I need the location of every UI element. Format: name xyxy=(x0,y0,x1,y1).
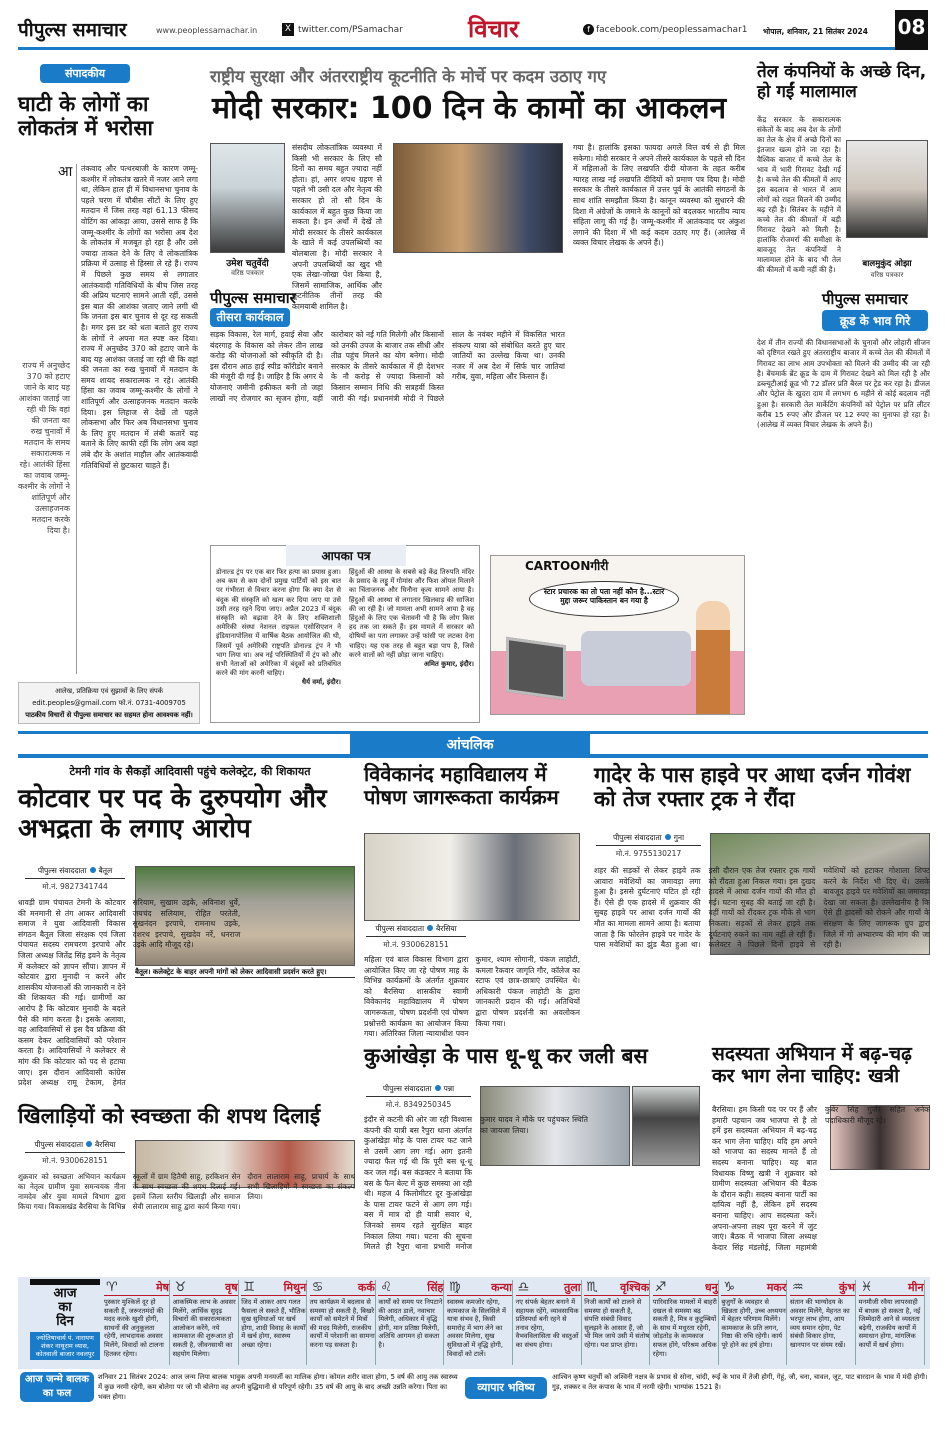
place-label: बैतूल xyxy=(98,866,113,875)
dateline: भोपाल, शनिवार, 21 सितंबर 2024 xyxy=(763,27,868,36)
zodiac-prediction: कार्यों को समय पर निपटाने की आदत डालें, नवाचार मिलेगी, अधिकार में वृद्धि होगी, मान प्रतिष्ठा मिलेगी, अतिथि आगमन हो सकता है। xyxy=(378,1298,443,1349)
zodiac-name: मकर xyxy=(721,1280,786,1296)
zodiac-icon: ♋ xyxy=(311,1280,324,1295)
a3-byline xyxy=(366,924,466,950)
zodiac-sign-3 xyxy=(241,1280,307,1365)
zodiac-sign-11 xyxy=(790,1280,856,1365)
zodiac-sign-1 xyxy=(104,1280,170,1365)
a2-byline xyxy=(25,1140,125,1166)
website-link[interactable]: www.peoplessamachar.in xyxy=(156,26,258,35)
astrologer-name: ज्योतिषाचार्य पं. नारायण शंकर नाथूराम व्यास, कोतवाली बाजार नवलपुर xyxy=(30,1332,100,1360)
a3-headline: विवेकानंद महाविद्यालय में पोषण जागरूकता कार्यक्रम xyxy=(364,762,559,809)
zodiac-prediction: स्वास्थ्य कमजोर रहेगा, कामकाज के सिलसिले में यात्रा संभव है, किसी समारोह में भाग लेने का अवसर मिलेगा, सुख सुविधाओं में वृद्धि होगी, विवादों को टालें। xyxy=(447,1298,506,1358)
zodiac-sign-10 xyxy=(721,1280,787,1365)
zodiac-prediction: नए संपर्क बेहतर बनाने में सहायक रहेंगे, व्यावसायिक प्रतिस्पर्धा बनी रहने से तनाव रहेगा, वैभवविलासिता की वस्तुओं का संचय होगा। xyxy=(515,1298,579,1349)
oil-brand-logo: पीपुल्स समाचार xyxy=(822,290,908,308)
zodiac-icon: ♎ xyxy=(517,1280,530,1295)
zodiac-prediction: संतान की भाग्योदय के अवसर मिलेंगे, मेहनत का भरपूर लाभ होगा, आय व्यय समान रहेगा, पेट संबंधी विकार होगा, खानपान पर संयम रखें। xyxy=(790,1298,850,1349)
place-label: गुना xyxy=(673,833,685,842)
bullet-icon xyxy=(427,925,433,931)
aaj-ka-din-bar xyxy=(30,1279,100,1285)
bullet-icon xyxy=(90,867,96,873)
oil-author-name: बालमुकुंद ओझा xyxy=(862,259,912,269)
zodiac-prediction: मनमौजी रवैया लापरवाही में बाधक हो सकता है, नई जिम्मेदारी आने से व्यस्तता बढ़ेगी, राजकीय कार्यों में समाधान होगा, मांगलिक कार्यों में खर्च होगा। xyxy=(858,1298,921,1349)
bullet-icon xyxy=(665,834,671,840)
zodiac-icon: ♊ xyxy=(243,1280,255,1295)
zodiac-name: मेष xyxy=(104,1280,169,1296)
swearing-in-photo xyxy=(393,143,563,253)
zodiac-name: कुंभ xyxy=(790,1280,855,1296)
lead-column-3: गया है। हालांकि इसका फायदा अगले वित्त वर्ष से ही मिल सकेगा। मोदी सरकार ने अपने तीसरे कार्यकाल के पहले सौ दिन में महिलाओं के लिए लखपति दीदी योजना के तहत करीब ग्यारह लाख नई लखपति दीदियों को प्रमाण पत्र दिया है। मोदी सरकार के तीसरे कार्यकाल में उत्तर पूर्व के आतंकी संगठनों के साथ शांति समझौता किया है। कानून व्यवस्था को सुधारने की दिशा में अंग्रेजों के जमाने के कानूनों को बदलकर भारतीय न्याय संहिता लागू की गई है। जम्मू-कश्मीर में आतंकवाद पर अंकुश लगाने की दिशा में भी कई कदम उठाए गए हैं। (आलेख में व्यक्त विचार लेखक के अपने हैं।) xyxy=(573,143,745,248)
cartoon-box xyxy=(490,555,745,715)
a1-headline: कोटवार पर पद के दुरुपयोग और अभद्रता के लगाए आरोप xyxy=(18,784,327,844)
editorial-badge: संपादकीय xyxy=(40,64,130,83)
oil-headline: तेल कंपनियों के अच्छे दिन, हो गईं मालामाल xyxy=(757,62,927,102)
cartoon-tv xyxy=(506,637,566,700)
zodiac-name: वृश्चिक xyxy=(584,1280,649,1296)
zodiac-name: मिथुन xyxy=(241,1280,306,1296)
x-twitter-icon: X xyxy=(282,23,294,36)
zodiac-sign-9 xyxy=(653,1280,719,1365)
masthead xyxy=(18,14,928,50)
contact-box xyxy=(18,682,200,724)
a4-byline xyxy=(596,833,701,859)
a1-caption: बैतूल। कलेक्ट्रेट के बाहर अपनी मांगों को लेकर आदिवासी प्रदर्शन करते हुए। xyxy=(135,968,355,978)
letters-box xyxy=(210,545,480,723)
zodiac-prediction: तय कार्यक्रम में बदलाव से समस्या हो सकती है, बिखरे कार्यों को समेटने में मित्रों की मदद मिलेगी, राजकीय कार्यों में परेशानी का सामना करना पड़ सकता है। xyxy=(309,1298,375,1349)
a2-mobile: मो.नं. 9300628151 xyxy=(42,1156,108,1165)
zodiac-sign-8 xyxy=(584,1280,650,1365)
facebook-link[interactable]: facebook.com/peoplessamachar1 xyxy=(596,25,748,35)
newspaper-logo: पीपुल्स समाचार xyxy=(18,19,127,41)
birth-text: शनिवार 21 सितंबर 2024: आज जन्म लिया बालक भावुक अपनी मनमर्जी का मालिक होगा। कोमल शरीर वाला होगा, 5 वर्ष की आयु तक स्वास्थ्य में कुछ नरमी रहेगी, कम बोलेगा पर जो भी बोलेगा वह अपनी बुद्धिमानी से परिपूर्ण रहेगी। 35 वर्ष की आयु के बाद अच्छी उन्नति करेगा। पिता का भक्त होगा। xyxy=(98,1373,458,1401)
a1-body: धावड़ी ग्राम पंचायत टेमनी के कोटवार की मनमानी से तंग आकर आदिवासी समाज ने युवा आदिवासी विकास संगठन बैतूल जिला संरक्षक एवं जिला पंचायत सदस्य रामचरण इरपाचे और जिला अध्यक्ष जितेंद्र सिंह इवने के नेतृत्व में कलेक्टर को ज्ञापन सौंपा। ज्ञापन में कोटवार द्वारा मुनादी न करने और शासकीय योजनाओं की जानकारी न देने की शिकायत की गई। ग्रामीणों का आरोप है कि कोटवार मुनादी के बदले पैसे की मांग करता है। इसके अलावा, वह आदिवासियों से इस दैव प्रक्रिया की कसम देकर आदिवासियों को परेशान करता है। आदिवासियों ने कलेक्टर से मांग की कि कोटवार को पद से हटाया जाए। इस दौरान आदिवासी कांग्रेस प्रदेश अध्यक्ष रामू टेकाम, हेमंत सरियाम, सुखाम उइके, अविनाश धुर्वे, जयचंद सलियाम, रोहित परतेती, सुखनंदन इरपाचे, रामनाथ उइके, दशरथ इरपाचे, सुखदेव नर्रे, धनराज उइके आदि मौजूद रहे। xyxy=(18,898,241,1088)
a1-reporter xyxy=(25,866,125,879)
letter-1-signature: धैर्य वर्मा, इंदौर। xyxy=(301,678,341,687)
zodiac-sign-2 xyxy=(173,1280,239,1365)
a3-body: महिला एवं बाल विकास विभाग द्वारा आयोजित किए जा रहे पोषण माह के विभिन्न कार्यक्रमों के अंतर्गत शुक्रवार को बैरसिया शासकीय स्वामी विवेकानंद महाविद्यालय में पोषण जागरूकता, पोषण प्रदर्शनी एवं पोषण प्रश्नोत्तरी कार्यक्रम का आयोजन किया गया। अतिरिक्त जिला न्यायाधीश पवन कुमार, श्याम सोगानी, पंकज लाहोटी, कमला रैकवार जागृति गौर, कॉलेज का स्टाफ एवं छात्र-छात्राएं उपस्थित थे। अधिकारी पंकज लाहोटी के द्वारा जानकारी प्रदान की गई। अतिथियों द्वारा पोषण प्रदर्शनी का अवलोकन किया गया। xyxy=(364,955,580,1039)
zodiac-name: तुला xyxy=(516,1280,581,1296)
zodiac-prediction: बुजुर्गों के व्यवहार से खिन्नता होगी, उच्च अध्ययन में बेहतर परिणाम मिलेंगे। कामकाज के प्रति लगन, निष्ठा की रुचि रहेगी। कार्य पूरे होने का हर्ष होगा। xyxy=(721,1298,786,1349)
facebook-icon: f xyxy=(583,24,594,35)
cartoon-character xyxy=(696,601,730,715)
letter-2-text: हिंदुओं की आस्था के सबसे बड़े केंद्र तिरुपति मंदिर के प्रसाद के लड्डू में गोमांस और फिश ऑयल मिलाने का चिंताजनक और घिनौना कृत्य सामने आया है। हिंदुओं की आस्था से लगातार खिलवाड़ की साजिश की जा रही है। जो मामला अभी सामने आया है वह हिंदुओं के लिए एक चेतावनी भी है कि लोग किस हद तक जा सकते हैं। इस मामले में सरकार को दोषियों का पता लगाकर उन्हें फांसी पर लटका देना चाहिए। यह एक तरह से बहुत बड़ा पाप है, जिसे करने वालों को नहीं छोड़ा जाना चाहिए। xyxy=(349,568,474,659)
zodiac-icon: ♌ xyxy=(380,1280,393,1295)
zodiac-sign-12 xyxy=(859,1280,925,1365)
contact-email[interactable]: edit.peoples@gmail.com फो.नं. 0731-4009705 xyxy=(32,699,186,707)
zodiac-icon: ♑ xyxy=(723,1280,736,1295)
contact-title: आलेख, प्रतिक्रिया एवं सुझावों के लिए संपर्क xyxy=(54,687,164,695)
zodiac-icon: ♐ xyxy=(654,1280,667,1295)
zodiac-name: कन्या xyxy=(447,1280,512,1296)
business-label: व्यापार भविष्य xyxy=(465,1377,547,1399)
lead-column-2: सड़क विकास, रेल मार्ग, हवाई सेवा और बंदरगाह के विकास को लेकर तीन लाख करोड़ की योजनाओं को स्वीकृति दी है। इस दौरान आठ हाई स्पीड कॉरीडोर बनाने की मंजूरी दी गई है। जाहिर है कि अगर ये योजनाएं जमीनी हकीकत बनी तो जहां लाखों नए रोजगार का सृजन होगा, वहीं कारोबार को नई गति मिलेगी और किसानों को उनकी उपज के बाजार तक सीधी और तीव्र पहुंच मिलने का योग बनेगा। मोदी सरकार के तीसरे कार्यकाल में ही देशभर के नौ करोड़ से ज्यादा किसानों को किसान सम्मान निधि की सत्रहवीं किस्त जारी की गई। प्रधानमंत्री मोदी ने पिछले साल के नवंबर महीने में विकसित भारत संकल्प यात्रा को संबोधित करते हुए चार जातियों का उल्लेख किया था। उनकी नजर में अब देश में सिर्फ चार जातियां गरीब, युवा, महिला और किसान हैं। xyxy=(210,330,565,403)
twitter-link[interactable]: twitter.com/PSamachar xyxy=(298,25,403,35)
a1-kicker: टेमनी गांव के सैकड़ों आदिवासी पहुंचे कलेक्ट्रेट, की शिकायत xyxy=(69,765,311,778)
place-label: पन्ना xyxy=(443,1084,455,1093)
a4-headline: गादेर के पास हाइवे पर आधा दर्जन गोवंश को तेज रफ्तार ट्रक ने रौंदा xyxy=(594,763,911,812)
title-line: दिन xyxy=(56,1314,74,1329)
editorial-pullquote: राज्य में अनुच्छेद 370 को हटाए जाने के बाद यह आशंका जताई जा रही थी कि वहां की जनता का रुख चुनावों में मतदान के समय सकारात्मक न रहे। आतंकी हिंसा का जवाब जम्मू-कश्मीर के लोगों ने शांतिपूर्ण और उत्साहजनक मतदान करके दिया है। xyxy=(18,361,70,535)
bullet-icon xyxy=(435,1085,441,1091)
title-line: का xyxy=(58,1300,72,1315)
zodiac-name: सिंह xyxy=(378,1280,443,1296)
a4-body: शहर की सड़कों से लेकर हाइवे तक आवारा मवेशियों का जमावड़ा लगा हुआ है। इससे दुर्घटनाएं घटित हो रही हैं। ऐसे ही एक हादसे में शुक्रवार की सुबह हाइवे पर आधा दर्जन गायों की मौत का मामला सामने आया है। बताया जाता है कि फोरलेन हाइवे पर गादेर के पास मवेशियों का झुंड बैठा हुआ था। इसी दौरान एक तेज रफ्तार ट्रक गायों को रौंदता हुआ निकल गया। इस दुखद हादसे में आधा दर्जन गायों की मौत हो गई। घटना सुबह की बताई जा रही है। वहीं गायों को रौंदकर ट्रक मौके से भाग निकला। सड़कों से लेकर हाइवे तक दुर्घटनाएं रुकने का नाम नहीं ले रही हैं। कलेक्टर ने पिछले दिनों हाइवे से मवेशियों को हटाकर गोशाला शिफ्ट करने के निर्देश भी दिए थे। उसके बावजूद हाइवे पर मवेशियों का जमावड़ा देखा जा सकता है। उल्लेखनीय है कि ऐसे ही हादसों को रोकने और गायों के संरक्षण के लिए जागरूक ग्रुप द्वारा जिले में गो अभ्यारण्य की मांग की जा रही है। xyxy=(594,866,930,950)
reporter-label: पीपुल्स संवाददाता xyxy=(382,1084,432,1093)
a5-headline: कुआंखेड़ा के पास धू-धू कर जली बस xyxy=(364,1044,648,1068)
zodiac-icon: ♍ xyxy=(449,1280,461,1295)
zodiac-sign-4 xyxy=(310,1280,376,1365)
zodiac-name: मीन xyxy=(859,1280,924,1296)
cartoon-sofa xyxy=(581,631,691,686)
disclaimer: पाठकीय विचारों से पीपुल्स समाचार का सहमत होना आवश्यक नहीं। xyxy=(25,711,193,719)
oil-author-designation: वरिष्ठ पत्रकार xyxy=(870,271,904,279)
letter-2-signature: अमित कुमार, इंदौर। xyxy=(423,660,474,669)
zodiac-icon: ♒ xyxy=(792,1280,804,1295)
cartoon-title: CARTOONगीरी xyxy=(521,557,612,574)
regional-section-title: आंचलिक xyxy=(350,734,590,756)
lead-author-name: उमेश चतुर्वेदी xyxy=(226,259,269,269)
a1-mobile: मो.नं. 9827341744 xyxy=(42,882,108,891)
letter-1 xyxy=(216,568,341,688)
zodiac-icon: ♉ xyxy=(174,1280,187,1295)
zodiac-sign-5 xyxy=(378,1280,444,1365)
bullet-icon xyxy=(86,1141,92,1147)
editorial-body: तंकवाद और पत्थरबाजी के कारण जम्मू-कश्मीर में लोकतंत्र खतरे में नजर आने लगा था, लेकिन हाल ही में विधानसभा चुनाव के पहले चरण में चौबीस सीटों के लिए हुए मतदान में जिस तरह वहां 61.13 फीसद वोटिंग का आंकड़ा आया, उससे साफ है कि जम्मू-कश्मीर के लोगों का भरोसा अब देश के लोकतंत्र में मजबूत हो रहा है और उसे ज्यादा ताकत देने के लिए वे लोकतांत्रिक प्रक्रिया में उत्साह से हिस्सा ले रहे हैं। राज्य में पिछले कुछ समय से लगातार आतंकवादी गतिविधियों के बीच जिस तरह की अप्रिय घटनाएं सामने आती रहीं, उससे इस बात की आशंका जताए जाने लगी थी कि जनता इस बार चुनाव से दूर रह सकती है। मगर इस डर को धता बताते हुए राज्य के लोगों ने अपना मत स्पष्ट कर दिया। राज्य में अनुच्छेद 370 को हटाए जाने के बाद यह आशंका जताई जा रही थी कि वहां की जनता का रुख चुनावों में मतदान के समय शायद सकारात्मक न रहे। आतंकी हिंसा का जवाब जम्मू-कश्मीर के लोगों ने शांतिपूर्ण और उत्साहजनक मतदान करके दिया। इस लिहाज से देखें तो पहले लोकसभा और फिर अब विधानसभा चुनाव के लिए हुए मतदान में लंबी कतारें यह बताने के लिए काफी रहीं कि लोग अब वहां लंबे दौर के अशांत माहौल और आतंकवादी गतिविधियों से छुटकारा चाहते हैं। xyxy=(76,164,198,674)
a2-body: शुक्रवार को स्वच्छता अभियान कार्यक्रम का नेतृत्व ग्रामीण युवा समन्वयक नीना नामदेव और युवा मामले विभाग द्वारा किया गया। विकासखंड बैरसिया के विभिन्न स्कूलों में ग्राम हितैषी साहू, हरकिशन सेन के साथ स्वच्छता की शपथ दिलाई गई। इसमें जिला स्तरीय खिलाड़ी और समाज सेवी लालाराम साहू द्वारा कार्य किया गया। दौरान लालाराम साहू, प्राचार्य के साथ सभी खिलाड़ियों ने स्वच्छता का संकल्प लिया। xyxy=(18,1172,355,1211)
page-number: 08 xyxy=(895,10,928,50)
place-label: बैरसिया xyxy=(95,1140,116,1149)
author-photo xyxy=(210,143,285,253)
section-title: विचार xyxy=(468,15,519,43)
cartoon-speech-bubble: स्टार प्रचारक का तो पता नहीं कौन है...स्टार मुद्दा जरूर पाकिस्तान बन गया है xyxy=(529,581,679,617)
aaj-ka-din-box xyxy=(30,1279,100,1367)
a3-reporter xyxy=(366,924,466,937)
zodiac-prediction: जिद में आकर आप गलत फैसला ले सकते हैं, भौतिक सुख सुविधाओं पर खर्च होगा, शादी विवाह के कार्यों में खर्च होगा, स्वास्थ्य अच्छा रहेगा। xyxy=(241,1298,306,1349)
a2-headline: खिलाड़ियों को स्वच्छता की शपथ दिलाई xyxy=(18,1104,321,1128)
a3-mobile: मो.नं. 9300628151 xyxy=(383,940,449,949)
zodiac-prediction: पुस्कार मुश्किलें दूर हो सकती हैं, जरूरतमंदों की मदद करके खुशी होगी, साथनों की अनुकूलता रहेगी, लाभदायक अवसर मिलेंगे, विवादों को टालना हितकर रहेगा। xyxy=(104,1298,164,1358)
a5-reporter xyxy=(366,1084,471,1097)
a6-body: बैरसिया। हम किसी पद पर पर हैं और हमारी पहचान जब भाजपा से है तो हमें इस सदस्यता अभियान में बढ़-चढ़ कर भाग लेना चाहिए। यदि हम अपने को भाजपा का सदस्य मानते हैं तो सदस्य बनाना चाहिए। यह बात विधायक विष्णु खत्री ने शुक्रवार को ग्रामीण सदस्यता अभियान की बैठक के दौरान कही। सदस्य बनाना पार्टी का दायित्व नहीं है, लेकिन हमें सदस्य बनाना चाहिए। आप सदस्यता करें। अपना-अपना लक्ष्य पूरा करने में जुट जाएं। बैठक में भाजपा जिला अध्यक्ष केदार सिंह मंडलोई, जिला महामंत्री कुबेर सिंह गुर्जर सहित अनेक पदाधिकारी मौजूद रहे। xyxy=(712,1105,930,1252)
zodiac-sign-7 xyxy=(516,1280,582,1365)
editorial-headline: घाटी के लोगों का लोकतंत्र में भरोसा xyxy=(18,92,153,141)
oil-brand-tag: क्रूड के भाव गिरे xyxy=(822,310,928,331)
a5-byline xyxy=(366,1084,471,1110)
oil-body-1: केंद्र सरकार के सकारात्मक संकेतों के बाद अब देश के लोगों का तेल के क्षेत्र में अच्छे दिनों का इंतजार खत्म होने जा रहा है। वैश्विक बाजार में कच्चे तेल के भाव में भारी गिरावट देखी गई है। कच्चे तेल की कीमतों में आए इस बदलाव से भारत में आम लोगों को राहत मिलने की उम्मीद बढ़ रही है। सितंबर के महीने में कच्चे तेल की कीमतों में बड़ी गिरावट देखने को मिली है। हालांकि रोजमर्रा की समीक्षा के बावजूद तेल कंपनियों ने मालामाल होने के बाद भी तेल की कीमतों में कमी नहीं की है। xyxy=(757,115,841,274)
zodiac-icon: ♈ xyxy=(106,1280,118,1295)
letters-title: आपका पत्र xyxy=(286,545,406,566)
zodiac-sign-6 xyxy=(447,1280,513,1365)
zodiac-icon: ♓ xyxy=(860,1280,873,1295)
a4-mobile: मो.नं. 9755130217 xyxy=(615,849,682,858)
a3-event-photo xyxy=(364,833,580,921)
lead-kicker: राष्ट्रीय सुरक्षा और अंतरराष्ट्रीय कूटनीति के मोर्चे पर कदम उठाए गए xyxy=(210,67,607,86)
lead-brand-tag: तीसरा कार्यकाल xyxy=(210,308,290,327)
lead-headline: मोदी सरकार: 100 दिन के कामों का आकलन xyxy=(212,91,727,126)
zodiac-name: धनु xyxy=(653,1280,718,1296)
zodiac-prediction: पारिवारिक मामलों में बाहरी दखल से समस्या बढ़ सकती है, मित्र व कुटुम्बियों के साथ में मधुरता रहेगी, जोड़तोड़ के कामकाज सफल होंगे, परिश्रम अधिक रहेगा। xyxy=(652,1298,717,1358)
a5-mobile: मो.नं. 8349250345 xyxy=(385,1100,452,1109)
a1-byline xyxy=(25,866,125,892)
lead-brand-logo: पीपुल्स समाचार xyxy=(210,289,296,307)
place-label: बैरसिया xyxy=(436,924,457,933)
reporter-label: पीपुल्स संवाददाता xyxy=(375,924,425,933)
a4-reporter xyxy=(596,833,701,846)
reporter-label: पीपुल्स संवाददाता xyxy=(37,866,87,875)
zodiac-prediction: आकस्मिक लाभ के अवसर मिलेंगे, आर्थिक सुदृढ़ विचारों की सकारात्मकता आलोकन करेंगे, नये कामकाज की शुरूआत हो सकती है, जीवनसाथी का सहयोग मिलेगा। xyxy=(172,1298,236,1358)
zodiac-icon: ♏ xyxy=(586,1280,598,1295)
zodiac-name: वृष xyxy=(173,1280,238,1296)
zodiac-prediction: निजी कार्यों को टालने से समस्या हो सकती है, संपत्ति संबंधी विवाद सुलझने के आसार हैं, जो भी मिल जाये उसी में संतोष रहेगा। यश प्राप्त होगा। xyxy=(584,1298,650,1349)
lead-column-1: संसदीय लोकतांत्रिक व्यवस्था में किसी भी सरकार के लिए सौ दिनों का समय बहुत ज्यादा नहीं होता। हां, अगर शपथ ग्रहण से पहले भी उसी दल और नेतृत्व की सरकार हो तो सौ दिन के कार्यकाल में बहुत कुछ किया जा सकता है। इन अर्थों में देखें तो मोदी सरकार के तीसरे कार्यकाल के खाते में कई उपलब्धियों का बोलबाला है। मोदी सरकार ने अपनी उपलब्धियों का खुद भी एक लेखा-जोखा पेश किया है, जिसमें सामाजिक, आर्थिक और कूटनीतिक तीनों तरह की कामयाबी शामिल है। xyxy=(292,143,382,311)
editorial-dropcap: आ xyxy=(58,164,73,180)
zodiac-name: कर्क xyxy=(310,1280,375,1296)
birth-label: आज जन्मे बालक का फल xyxy=(20,1372,94,1402)
lead-author-designation: वरिष्ठ पत्रकार xyxy=(231,269,264,277)
reporter-label: पीपुल्स संवाददाता xyxy=(612,833,662,842)
business-text: आश्विन कृष्ण चतुर्थी को अश्विनी नक्षत्र के प्रभाव से सोना, चांदी, रूई के भाव में तेजी होगी, गेहूं, जौ, चना, चावल, जूट, पाट बारदान के भाव में मंदी होगी। गुड़, शक्कर व तेल कपास के भाव में नरमी रहेगी। भाग्यांक 1521 है। xyxy=(552,1373,928,1391)
a5-body: इंदौर से कटनी की ओर जा रही विश्वास कंपनी की यात्री बस रैपुरा थाना अंतर्गत कुआंखेड़ा मोड़ के पास टायर फट जाने से उसमें आग लग गई। आग इतनी ज्यादा फैल गई थी कि पूरी बस धू-धू कर जल गई। बस कंडक्टर ने बताया कि बस के फैन बेल्ट में कुछ समस्या आ रही थी। महज 4 किलोमीटर दूर कुआंखेड़ा के पास टायर फटने से आग लग गई। बस में मात्र दो ही यात्री सवार थे, जिनको समय रहते सुरक्षित बाहर निकाल लिया गया। घटना की सूचना मिलते ही रैपुरा थाना प्रभारी मनोज कुमार यादव ने मौके पर पहुंचकर स्थिति का जायजा लिया। xyxy=(364,1115,588,1252)
oil-author-photo xyxy=(846,140,928,238)
letter-2 xyxy=(349,568,474,669)
a6-headline: सदस्यता अभियान में बढ़-चढ़ कर भाग लेना चाहिए: खत्री xyxy=(712,1043,912,1087)
aaj-ka-din-title xyxy=(30,1287,100,1329)
letter-1-text: डोनाल्ड ट्रंप पर एक बार फिर हत्या का प्रयास हुआ। अब कम से कम दोनों प्रमुख पार्टियों को इस बात पर गंभीरता से विचार करना होगा कि क्या देश से बंदूक की संस्कृति को खत्म कर दिया जाए या उसे उसी तरह रहने दिया जाए। अप्रैल 2023 में बंदूक संस्कृति को बढ़ावा देने के लिए शक्तिशाली अमेरिकी संस्था नेशनल राइफल एसोसिएशन ने इंडियानापोलिस में वार्षिक बैठक आयोजित की थी, जिसमें पूर्व अमेरिकी राष्ट्रपति डोनाल्ड ट्रंप ने भी भाग लिया था। अब नई परिस्थितियों में ट्रंप को और सभी नेताओं को अमेरिका में बंदूकों को प्रतिबंधित करने की मांग करनी चाहिए। xyxy=(216,568,341,678)
title-line: आज xyxy=(53,1286,77,1301)
oil-body-2: देश में तीन राज्यों की विधानसभाओं के चुनावों और लोहारी सीजन को दृष्टिगत रखते हुए अंतरराष्ट्रीय बाजार में कच्चे तेल की कीमतों में गिरावट का लाभ आम उपभोक्ता को मिलने की उम्मीद की जा रही है। बेंचमार्क ब्रेंट क्रूड के दाम में गिरावट देखने को मिल रही है और डब्ल्यूटीआई क्रूड भी 72 डॉलर प्रति बैरल पर ट्रेड कर रहा है। डीजल और पेट्रोल के खुदरा दाम में लगभग 6 महीने से कोई बदलाव नहीं हुआ है। सरकारी तेल मार्केटिंग कंपनियों को पेट्रोल पर प्रति लीटर करीब 15 रुपए और डीजल पर 12 रुपए का मुनाफा हो रहा है। (आलेख में व्यक्त विचार लेखक के अपने हैं।) xyxy=(757,338,930,430)
a2-reporter xyxy=(25,1140,125,1153)
reporter-label: पीपुल्स संवाददाता xyxy=(34,1140,84,1149)
